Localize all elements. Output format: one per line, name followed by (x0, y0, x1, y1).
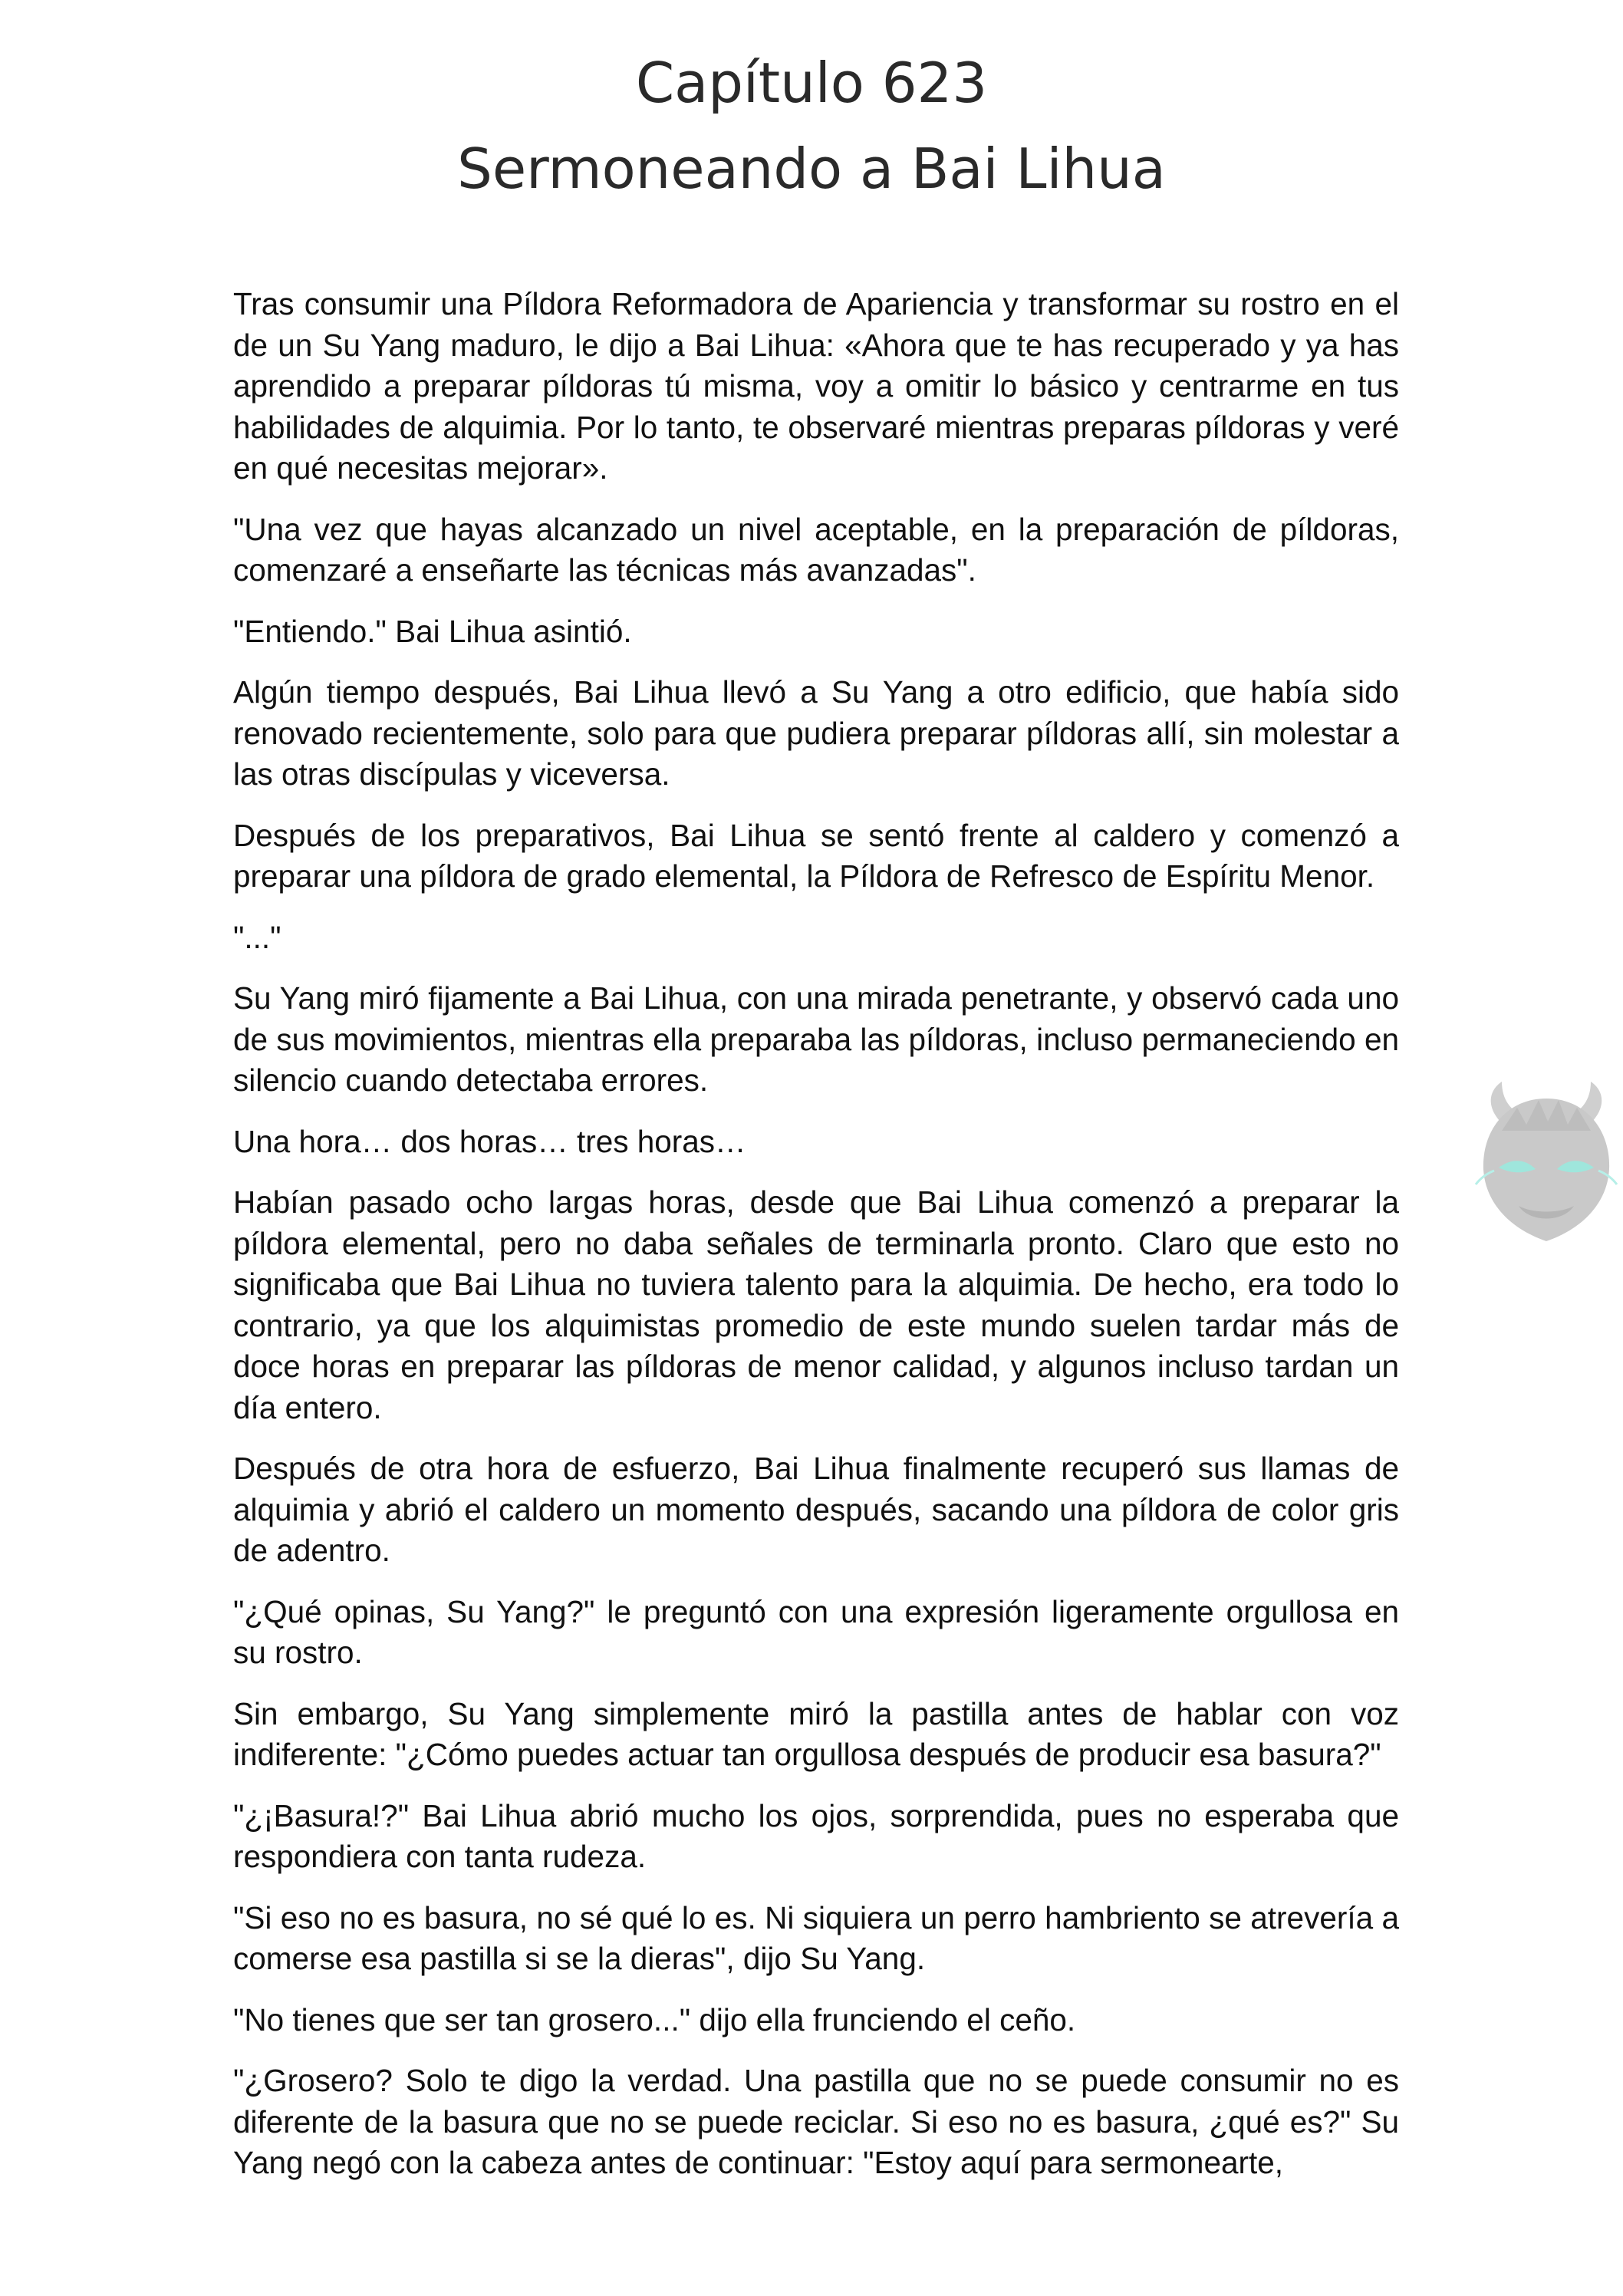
chapter-name: Sermoneando a Bai Lihua (457, 137, 1166, 201)
paragraph: Después de los preparativos, Bai Lihua se sentó frente al caldero y comenzó a preparar una píldora de grado elemental, la Píldora de Refresco de Espíritu Menor. (233, 817, 1399, 894)
paragraph: "Si eso no es basura, no sé qué lo es. Ni siquiera un perro hambriento se atrevería a comerse esa pastilla si se la dieras", dijo Su Yang. (233, 1899, 1399, 1976)
paragraph: Habían pasado ocho largas horas, desde que Bai Lihua comenzó a preparar la píldora elemental, pero no daba señales de terminarla pronto. Claro que esto no significaba que Bai Lihua no tuviera talento para la alquimia. De hecho, era todo lo contrario, ya que los alquimistas promedio de este mundo suelen tardar más de doce horas en preparar las píldoras de menor calidad, y algunos incluso tardan un día entero. (233, 1184, 1399, 1425)
paragraph: "¿Grosero? Solo te digo la verdad. Una pastilla que no se puede consumir no es diferente de la basura que no se puede reciclar. Si eso no es basura, ¿qué es?" Su Yang negó con la cabeza antes de continuar: "Estoy aquí para sermonearte, (233, 2063, 1399, 2180)
paragraph: Algún tiempo después, Bai Lihua llevó a Su Yang a otro edificio, que había sido renovado recientemente, solo para que pudiera preparar píldoras allí, sin molestar a las otras discípulas y viceversa. (233, 674, 1399, 792)
paragraph: "..." (233, 919, 281, 955)
demon-head-icon (1471, 1077, 1621, 1246)
paragraph: Tras consumir una Píldora Reformadora de Apariencia y transformar su rostro en el de un Su Yang maduro, le dijo a Bai Lihua: «Ahora que te has recuperado y ya has aprendido a preparar píldoras tú misma, voy a omitir lo básico y centrarme en tus habilidades de alquimia. Por lo tanto, te observaré mientras preparas píldoras y veré en qué necesitas mejorar». (233, 286, 1399, 486)
paragraph: "¿Qué opinas, Su Yang?" le preguntó con una expresión ligeramente orgullosa en su rostro. (233, 1593, 1399, 1670)
paragraph: "Entiendo." Bai Lihua asintió. (233, 613, 632, 649)
chapter-body (233, 284, 1399, 2204)
paragraph: Después de otra hora de esfuerzo, Bai Lihua finalmente recuperó sus llamas de alquimia y abrió el caldero un momento después, sacando una píldora de color gris de adentro. (233, 1451, 1399, 1568)
chapter-number: Capítulo 623 (635, 51, 988, 115)
paragraph: Sin embargo, Su Yang simplemente miró la pastilla antes de hablar con voz indiferente: "¿Cómo puedes actuar tan orgullosa después de producir esa basura?" (233, 1695, 1399, 1772)
paragraph: "No tienes que ser tan grosero..." dijo ella frunciendo el ceño. (233, 2001, 1076, 2037)
paragraph: "Una vez que hayas alcanzado un nivel aceptable, en la preparación de píldoras, comenzaré a enseñarte las técnicas más avanzadas". (233, 511, 1399, 588)
paragraph: Una hora… dos horas… tres horas… (233, 1123, 746, 1159)
chapter-title (0, 40, 1623, 212)
paragraph: "¿¡Basura!?" Bai Lihua abrió mucho los ojos, sorprendida, pues no esperaba que respondiera con tanta rudeza. (233, 1797, 1399, 1874)
paragraph: Su Yang miró fijamente a Bai Lihua, con una mirada penetrante, y observó cada uno de sus movimientos, mientras ella preparaba las píldoras, incluso permaneciendo en silencio cuando detectaba errores. (233, 980, 1399, 1098)
